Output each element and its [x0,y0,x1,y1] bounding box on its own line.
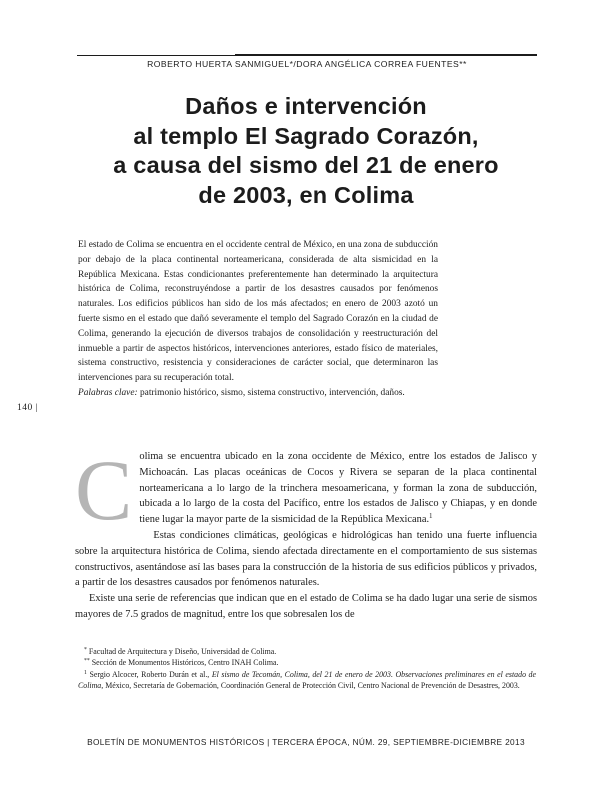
header-rule [77,54,537,57]
footnote-1-publisher: , México, Secretaría de Gobernación, Coordinación General de Protección Civil, Centro Nacional de Prevención de Desastres, 2003. [101,680,520,690]
article-title-line-1: Daños e intervención [185,93,427,119]
affiliation-note-1 [78,646,536,657]
article-title-line-4: de 2003, en Colima [198,181,414,208]
journal-footer: BOLETÍN DE MONUMENTOS HISTÓRICOS | TERCERA ÉPOCA, NÚM. 29, SEPTIEMBRE-DICIEMBRE 2013 [87,737,525,747]
article-title [36,92,576,210]
affiliation-note-2 [78,657,536,668]
keywords-label: Palabras clave: [78,387,138,398]
body-paragraph-2: Estas condiciones climáticas, geológicas e hidrológicas han tenido una fuerte influencia sobre la arquitectura histórica de Colima, siendo afectada directamente en el comportamiento de sus sistemas constructivos, asentándose así las bases para la construcción de la historia de sus edificios públicos y privados, a partir de los desastres causados por fenómenos naturales. [75,529,537,589]
body-paragraph-1-text: olima se encuentra ubicado en la zona occidente de México, entre los estados de Jalisco y Michoacán. Las placas oceánicas de Cocos y Rivera se separan de la placa continental norteamericana a lo largo de la trinchera mesoamericana, y forman la zona de subducción, ubicada a lo largo de la costa del Pacífico, entre los estados de Jalisco y Chiapas, y en donde tiene lugar la mayor parte de la sismicidad de la República Mexicana. [139,451,537,526]
affiliation-note-2-marker: ** [84,658,90,665]
affiliation-note-1-text: Facultad de Arquitectura y Diseño, Universidad de Colima. [86,647,277,656]
keywords-text: patrimonio histórico, sismo, sistema constructivo, intervención, daños. [137,387,405,398]
keywords-line [78,386,438,401]
abstract-block [78,238,438,401]
footnote-1-authors: Sergio Alcocer, Roberto Durán et al., [86,669,212,679]
footnote-1-work-title: El sismo de Tecomán, Colima, del 21 de enero de 2003. Observaciones preliminares en el estado de Colima [78,669,536,690]
affiliation-note-2-text: Sección de Monumentos Históricos, Centro INAH Colima. [89,658,279,668]
authors-line: ROBERTO HUERTA SANMIGUEL*/DORA ANGÉLICA CORREA FUENTES** [147,59,467,69]
footnote-1 [78,669,536,692]
dropcap-letter: C [75,442,133,538]
body-paragraph-1 [75,442,537,538]
abstract-text: El estado de Colima se encuentra en el occidente central de México, en una zona de subducción por debajo de la placa continental norteamericana, considerada de alta sismicidad en la República Mexicana. Estas condicionantes preferentemente han determinado la arquitectura histórica de Colima, reconstruyéndose a partir de los desastres causados por fenómenos naturales. Los edificios públicos han sido de los más afectados; en enero de 2003 azotó un fuerte sismo en el estado que dañó severamente el templo del Sagrado Corazón en la ciudad de Colima, generando la ejecución de diversos trabajos de consolidación y reestructuración del inmueble a partir de aspectos históricos, intervenciones anteriores, estado físico de materiales, sistema constructivo, resistencia y consideraciones de carácter social, que determinaron las intervenciones para su recuperación total. [78,240,438,384]
footnote-reference-1: 1 [429,512,433,521]
footnotes-block [78,646,536,691]
affiliation-note-1-marker: * [84,647,87,653]
footnote-1-marker: 1 [84,669,87,676]
article-title-line-2: al templo El Sagrado Corazón, [133,122,479,149]
header-rule-thick [235,54,537,56]
body-text [75,442,537,623]
article-title-line-3: a causa del sismo del 21 de enero [113,152,499,178]
page-number: 140 | [17,403,39,413]
body-paragraph-3: Existe una serie de referencias que indican que en el estado de Colima se ha dado lugar una serie de sismos mayores de 7.5 grados de magnitud, entre los que sobresalen los de [75,593,537,620]
